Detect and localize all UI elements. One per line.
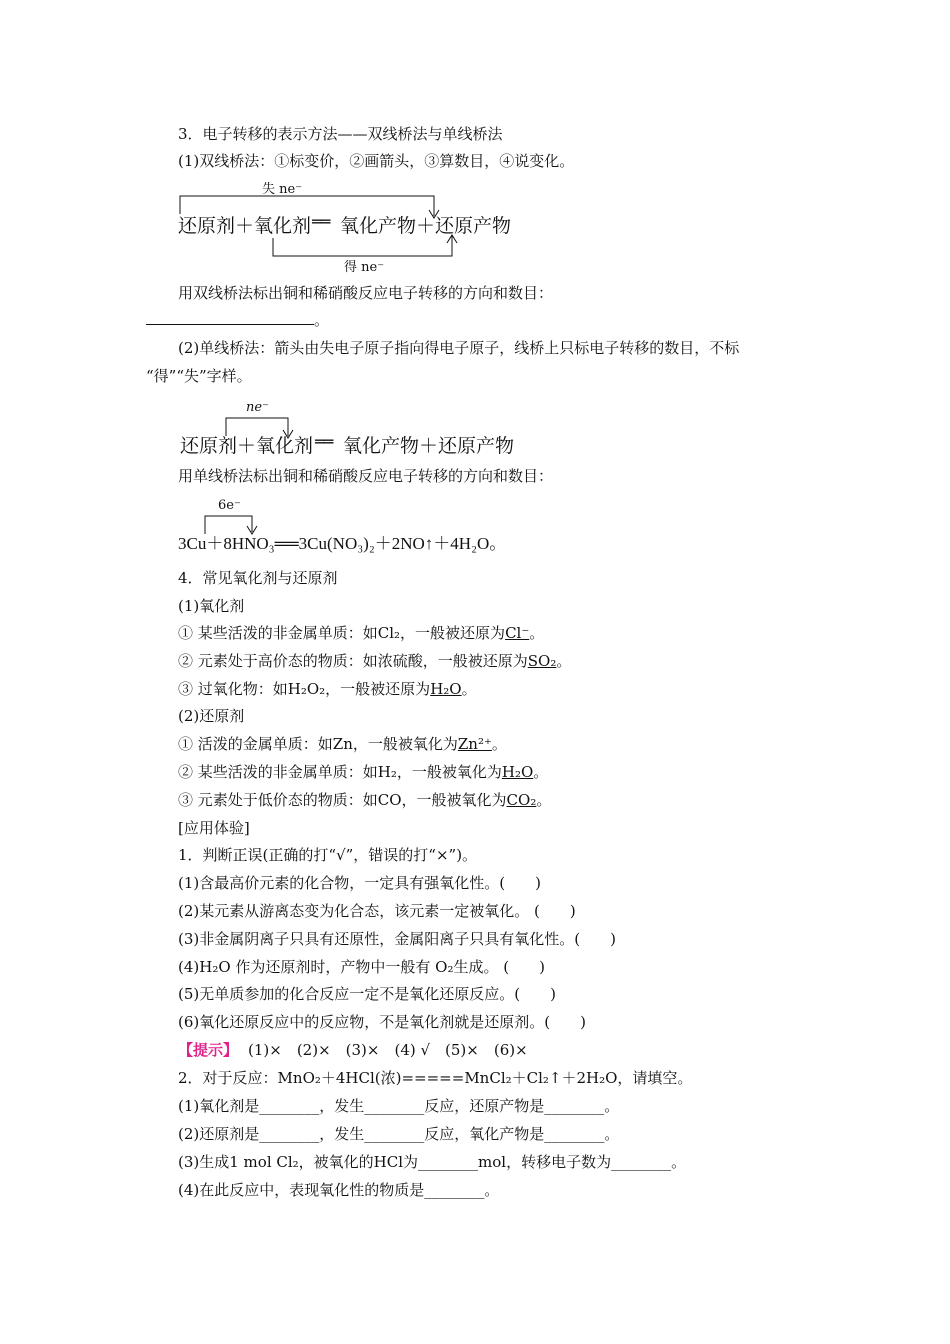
diagram2-equals: ══ bbox=[315, 432, 333, 451]
reductant-item-1: ① 活泼的金属单质：如Zn，一般被氧化为Zn²⁺。 bbox=[178, 735, 507, 753]
question-1-item[interactable]: (5)无单质参加的化合反应一定不是氧化还原反应。( ) bbox=[178, 985, 556, 1003]
gain-electrons-label: 得 ne⁻ bbox=[344, 260, 385, 275]
cu-hno3-equation: 3Cu＋8HNO₃══3Cu(NO₃)₂＋2NO↑＋4H₂O。 bbox=[178, 534, 507, 553]
question-1-item[interactable]: (3)非金属阴离子只具有还原性，金属阳离子只具有氧化性。( ) bbox=[178, 930, 616, 948]
diagram1-equation-right: 氧化产物＋还原产物 bbox=[340, 215, 512, 237]
question-1-item[interactable]: (6)氧化还原反应中的反应物，不是氧化剂就是还原剂。( ) bbox=[178, 1013, 586, 1031]
six-electrons-label: 6e⁻ bbox=[218, 498, 241, 513]
diagram2-equation-right: 氧化产物＋还原产物 bbox=[343, 435, 515, 457]
reductant-1-answer: Zn²⁺ bbox=[457, 735, 492, 753]
reductant-item-3: ③ 元素处于低价态的物质：如CO，一般被氧化为CO₂。 bbox=[178, 791, 552, 809]
diagram1-equals: ══ bbox=[312, 212, 330, 231]
section-4-title: 4．常见氧化剂与还原剂 bbox=[178, 569, 338, 587]
period: 。 bbox=[314, 311, 330, 329]
reductant-heading: (2)还原剂 bbox=[178, 707, 245, 725]
question-2-item[interactable]: (2)还原剂是________，发生________反应，氧化产物是________。 bbox=[178, 1125, 620, 1143]
single-bridge-desc-2: “得”“失”字样。 bbox=[146, 367, 252, 385]
question-1-item[interactable]: (2)某元素从游离态变为化合态，该元素一定被氧化。 ( ) bbox=[178, 902, 576, 920]
oxidant-2-answer: SO₂ bbox=[527, 652, 557, 670]
oxidant-item-2: ② 元素处于高价态的物质：如浓硫酸，一般被还原为SO₂。 bbox=[178, 652, 572, 670]
single-bridge-exercise: 用单线桥法标出铜和稀硝酸反应电子转移的方向和数目： bbox=[178, 467, 554, 485]
question-2-item[interactable]: (1)氧化剂是________，发生________反应，还原产物是________。 bbox=[178, 1097, 620, 1115]
reductant-3-answer: CO₂ bbox=[506, 791, 537, 809]
ne-label: ne⁻ bbox=[246, 400, 269, 415]
double-bridge-exercise: 用双线桥法标出铜和稀硝酸反应电子转移的方向和数目： bbox=[178, 284, 554, 302]
oxidant-3-answer: H₂O bbox=[430, 680, 462, 698]
hint-line bbox=[178, 1040, 528, 1060]
oxidant-heading: (1)氧化剂 bbox=[178, 597, 245, 615]
oxidant-item-1: ① 某些活泼的非金属单质：如Cl₂，一般被还原为Cl⁻。 bbox=[178, 624, 545, 642]
hint-text: (1)× (2)× (3)× (4) √ (5)× (6)× bbox=[248, 1041, 528, 1059]
double-bridge-answer[interactable] bbox=[146, 310, 329, 330]
question-1-item[interactable]: (1)含最高价元素的化合物，一定具有强氧化性。( ) bbox=[178, 874, 541, 892]
diagram2-equation-left: 还原剂＋氧化剂 bbox=[180, 435, 314, 457]
section-3-title: 3．电子转移的表示方法——双线桥法与单线桥法 bbox=[178, 125, 503, 143]
answer-blank[interactable] bbox=[146, 310, 314, 325]
reductant-item-2: ② 某些活泼的非金属单质：如H₂，一般被氧化为H₂O。 bbox=[178, 763, 549, 781]
oxidant-1-answer: Cl⁻ bbox=[505, 624, 530, 642]
question-1: 1．判断正误(正确的打“√”，错误的打“×”)。 bbox=[178, 846, 478, 864]
single-bridge-desc-1: (2)单线桥法：箭头由失电子原子指向得电子原子，线桥上只标电子转移的数目，不标 bbox=[178, 339, 740, 357]
diagram1-equation-left: 还原剂＋氧化剂 bbox=[178, 215, 312, 237]
question-2: 2．对于反应：MnO₂＋4HCl(浓)=====MnCl₂＋Cl₂↑＋2H₂O，请填空。 bbox=[178, 1069, 693, 1087]
lose-electrons-label: 失 ne⁻ bbox=[262, 182, 303, 197]
oxidant-item-3: ③ 过氧化物：如H₂O₂，一般被还原为H₂O。 bbox=[178, 680, 477, 698]
reductant-2-answer: H₂O bbox=[501, 763, 534, 781]
question-2-item[interactable]: (4)在此反应中，表现氧化性的物质是________。 bbox=[178, 1181, 500, 1199]
double-bridge-steps: (1)双线桥法：①标变价，②画箭头，③算数目，④说变化。 bbox=[178, 152, 575, 170]
question-1-item[interactable]: (4)H₂O 作为还原剂时，产物中一般有 O₂生成。 ( ) bbox=[178, 958, 545, 976]
hint-label: 【提示】 bbox=[178, 1041, 239, 1059]
question-2-item[interactable]: (3)生成1 mol Cl₂，被氧化的HCl为________mol，转移电子数为________。 bbox=[178, 1153, 687, 1171]
application-heading: [应用体验] bbox=[178, 819, 250, 837]
